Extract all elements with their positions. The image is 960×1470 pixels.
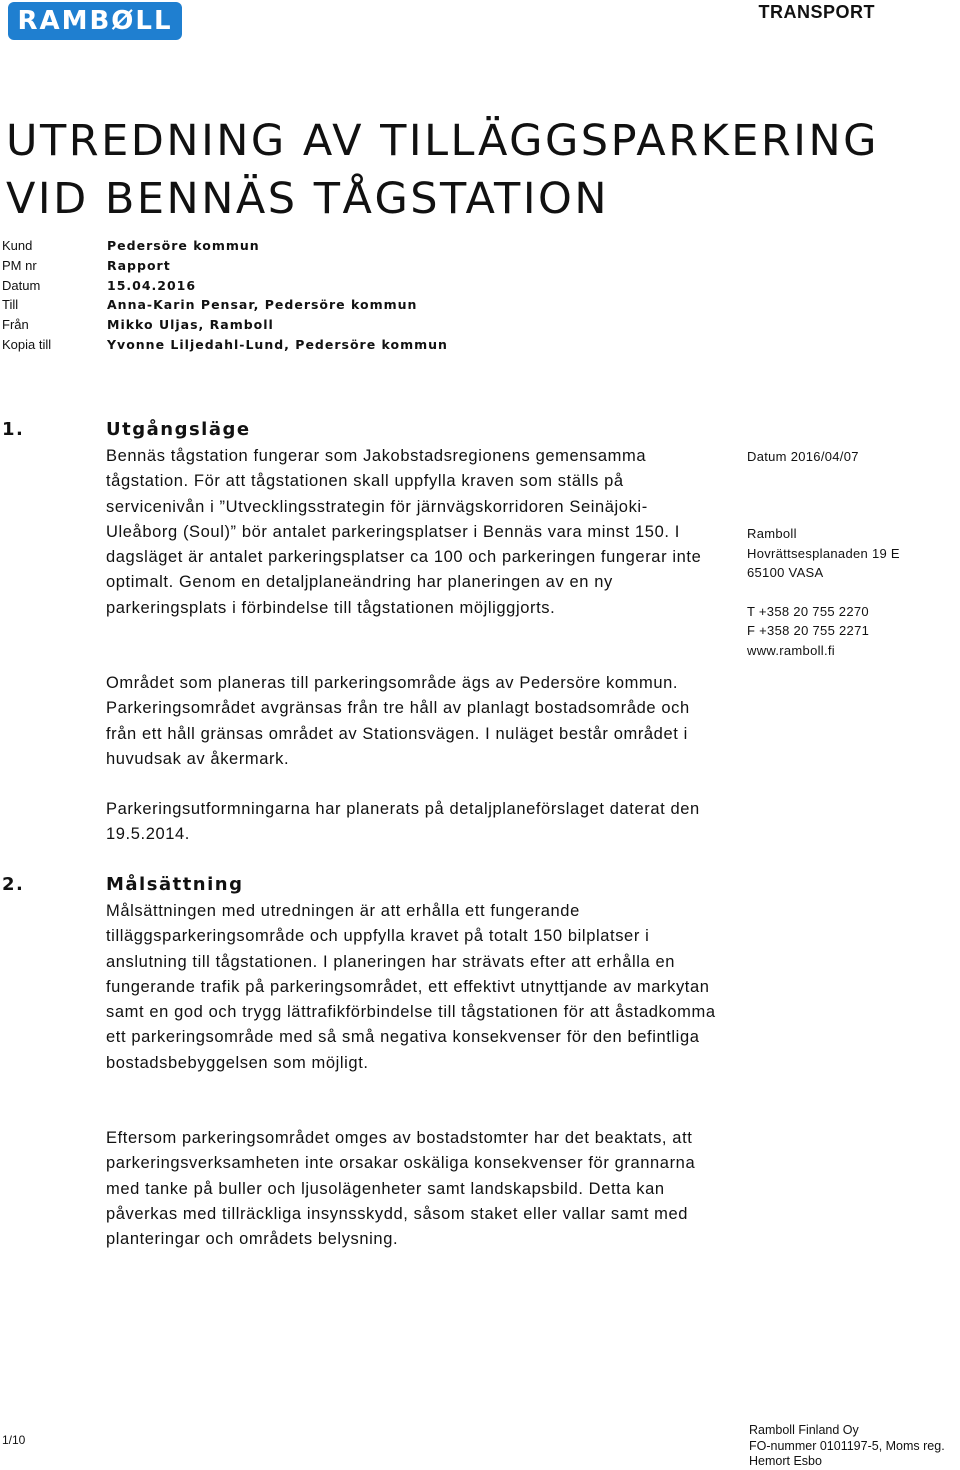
sidebar-postal: 65100 VASA — [747, 565, 824, 580]
meta-row-fran — [2, 315, 448, 335]
meta-value: Pedersöre kommun — [107, 238, 260, 253]
section-title-utgangslage: Utgångsläge — [106, 419, 251, 440]
sidebar-company: Ramboll — [747, 526, 797, 541]
footer-company-info — [749, 1423, 945, 1470]
meta-value: Mikko Uljas, Ramboll — [107, 317, 274, 333]
footer-domicile: Hemort Esbo — [749, 1454, 822, 1468]
sidebar-address: Hovrättsesplanaden 19 E — [747, 545, 900, 561]
meta-label: Från — [2, 317, 29, 333]
meta-row-till — [2, 295, 448, 315]
footer-company: Ramboll Finland Oy — [749, 1423, 859, 1437]
document-meta — [2, 236, 448, 355]
sidebar-spacer — [747, 583, 900, 602]
section-number: 1. — [2, 419, 25, 440]
meta-label: Till — [2, 297, 19, 313]
division-label: TRANSPORT — [758, 2, 875, 22]
section-number: 2. — [2, 874, 25, 895]
meta-row-kopia-till — [2, 335, 448, 355]
meta-value: Anna-Karin Pensar, Pedersöre kommun — [107, 297, 418, 313]
document-title: UTREDNING AV TILLÄGGSPARKERING VID BENNÄS TÅGSTATION — [6, 116, 879, 224]
section-2-paragraph-2: Eftersom parkeringsområdet omges av bostadstomter har det beaktats, att parkeringsverksamheten inte orsakar oskäliga konsekvenser för grannarna med tanke på buller och ljusolägenheter samt landskapsbild. Detta kan påverkas med tillräckliga insynsskydd, såsom staket eller vallar samt med planteringar och områdets belysning. — [106, 1129, 696, 1249]
meta-label: PM nr — [2, 257, 37, 273]
section-title-malsattning: Målsättning — [106, 874, 244, 895]
meta-label: Kund — [2, 238, 33, 253]
section-1-paragraph-1: Bennäs tågstation fungerar som Jakobstadsregionens gemensamma tågstation. För att tågstationen skall uppfylla kraven som ställs på servicenivån i ”Utvecklingsstrategin för järnvägskorridoren Seinäjoki-Uleåborg (Soul)” bör antalet parkeringsplatser i Bennäs vara minst 150. I dagsläget är antalet parkeringsplatser ca 100 och parkeringen fungerar inte optimalt. Genom en detaljplaneändring har planeringen av en ny parkeringsplats i förbindelse till tågstationen möjliggjorts. — [106, 447, 702, 617]
section-1-paragraph-3: Parkeringsutformningarna har planerats på detaljplaneförslaget daterat den 19.5.2014. — [106, 800, 700, 844]
section-1-paragraph-2: Området som planeras till parkeringsområde ägs av Pedersöre kommun. Parkeringsområdet avgränsas från tre håll av planlagt bostadsområde och från ett håll gränsas området av Stationsvägen. I nuläget består området i huvudsak av åkermark. — [106, 674, 690, 768]
meta-label: Datum — [2, 277, 41, 293]
meta-label: Kopia till — [2, 336, 52, 352]
ramboll-logo: RAMBØLL — [8, 2, 182, 40]
sidebar-contact — [747, 524, 900, 660]
page-number: 1/10 — [2, 1433, 26, 1447]
meta-value: Yvonne Liljedahl-Lund, Pedersöre kommun — [107, 336, 448, 352]
sidebar-web-link[interactable]: www.ramboll.fi — [747, 642, 835, 658]
section-2-paragraph-1: Målsättningen med utredningen är att erhålla ett fungerande tilläggsparkeringsområde och uppfylla kravet på totalt 150 bilplatser i anslutning till tågstationen. I planeringen har strävats efter att erhålla en fungerande trafik på parkeringsområdet, ett effektivt utnyttjande av markytan samt en god och trygg lättrafikförbindelse till tågstationen för att åstadkomma ett parkeringsområde med så små negativa konsekvenser för den befintliga bostadsbebyggelsen som möjligt. — [106, 902, 716, 1072]
sidebar-fax: F +358 20 755 2271 — [747, 623, 870, 638]
meta-row-kund — [2, 236, 448, 256]
meta-row-pm-nr — [2, 256, 448, 276]
sidebar-date: Datum 2016/04/07 — [747, 449, 859, 464]
sidebar-phone: T +358 20 755 2270 — [747, 603, 869, 619]
footer-org-number: FO-nummer 0101197-5, Moms reg. — [749, 1438, 945, 1453]
meta-row-datum — [2, 276, 448, 296]
meta-value: Rapport — [107, 257, 171, 273]
meta-value: 15.04.2016 — [107, 277, 197, 293]
